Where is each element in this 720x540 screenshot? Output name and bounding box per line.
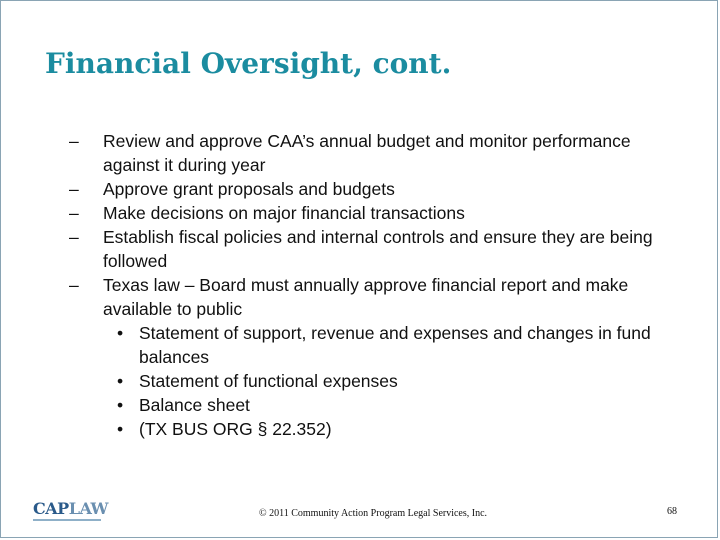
- bullet-dot-marker: •: [117, 419, 124, 439]
- sub-bullet-item: [69, 369, 689, 393]
- bullet-dot-marker: •: [117, 371, 124, 391]
- bullet-text: Texas law – Board must annually approve financial report and make available to public: [103, 275, 629, 319]
- sub-bullet-text: Statement of functional expenses: [139, 371, 398, 391]
- footer-copyright: © 2011 Community Action Program Legal Services, Inc.: [259, 508, 488, 519]
- sub-bullet-text: Balance sheet: [139, 395, 250, 415]
- caplaw-logo: [33, 499, 109, 523]
- dash-marker: –: [69, 203, 79, 223]
- dash-marker: –: [69, 227, 79, 247]
- sub-bullet-text: Statement of support, revenue and expenses and changes in fund balances: [139, 323, 651, 367]
- slide-body: [69, 129, 689, 441]
- bullet-item: [69, 201, 689, 225]
- bullet-item: [69, 273, 689, 321]
- sub-bullet-item: [69, 417, 689, 441]
- logo-underline: [33, 519, 101, 521]
- dash-marker: –: [69, 275, 79, 295]
- dash-marker: –: [69, 131, 79, 151]
- bullet-item: [69, 177, 689, 201]
- page-number: 68: [667, 506, 677, 517]
- bullet-text: Make decisions on major financial transactions: [103, 203, 465, 223]
- bullet-text: Review and approve CAA’s annual budget and monitor performance against it during year: [103, 131, 631, 175]
- sub-bullet-item: [69, 393, 689, 417]
- bullet-item: [69, 225, 689, 273]
- sub-bullet-text: (TX BUS ORG § 22.352): [139, 419, 332, 439]
- logo-wordmark: [33, 499, 108, 518]
- slide-title: Financial Oversight, cont.: [45, 47, 452, 80]
- bullet-item: [69, 129, 689, 177]
- bullet-dot-marker: •: [117, 323, 124, 343]
- bullet-text: Establish fiscal policies and internal controls and ensure they are being followed: [103, 227, 653, 271]
- bullet-dot-marker: •: [117, 395, 124, 415]
- sub-bullet-item: [69, 321, 689, 369]
- bullet-text: Approve grant proposals and budgets: [103, 179, 395, 199]
- logo-law-text: LAW: [68, 499, 109, 518]
- logo-cap-text: CAP: [33, 499, 69, 518]
- dash-marker: –: [69, 179, 79, 199]
